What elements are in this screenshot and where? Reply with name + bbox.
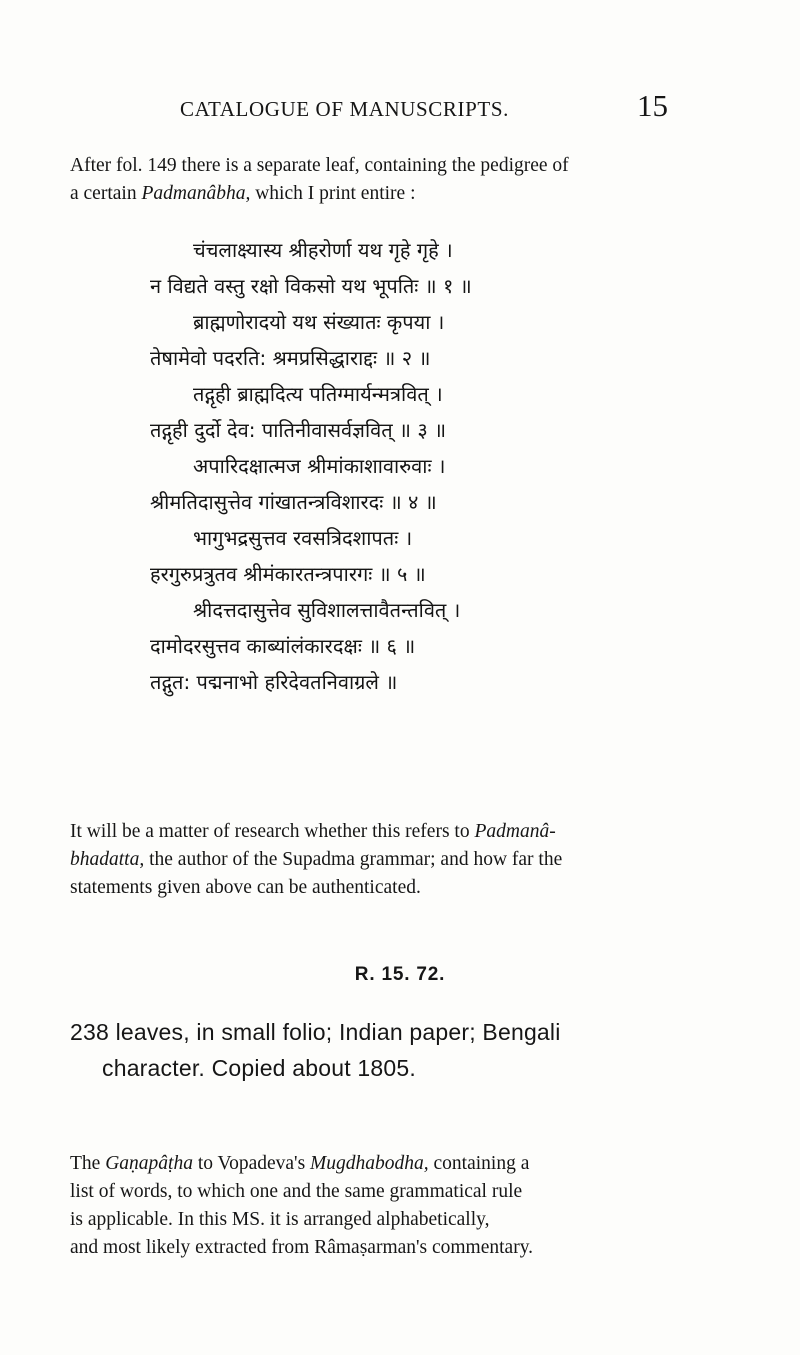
manuscript-body-paragraph bbox=[70, 1150, 684, 1262]
manuscript-description bbox=[70, 1014, 688, 1086]
commentary-line-3: statements given above can be authenticated. bbox=[70, 877, 421, 898]
work-title: Mugdhabodha, bbox=[310, 1153, 429, 1174]
verse-line-11: श्रीदत्तदासुत्तेव सुविशालत्तावैतन्तवित् । bbox=[193, 598, 461, 622]
commentary-line-1 bbox=[70, 818, 680, 846]
running-head-title: CATALOGUE OF MANUSCRIPTS. bbox=[180, 97, 509, 121]
body-line-1 bbox=[70, 1150, 684, 1178]
description-line-2: character. Copied about 1805. bbox=[102, 1055, 416, 1081]
intro-text: a certain bbox=[70, 183, 142, 204]
body-text: The bbox=[70, 1153, 106, 1174]
verse-line-7: अपारिदक्षात्मज श्रीमांकाशावारुवाः । bbox=[193, 454, 446, 478]
verse-line-12: दामोदरसुत्तव काब्यांलंकारदक्षः ॥ ६ ॥ bbox=[150, 634, 416, 658]
verse-line-13: तद्गुत: पद्मनाभो हरिदेवतनिवाग्रले ॥ bbox=[150, 670, 398, 694]
person-name: Padmanâ- bbox=[474, 821, 556, 842]
body-line-4: and most likely extracted from Râmaṣarman's commentary. bbox=[70, 1237, 534, 1258]
verse-line-2: न विद्यते वस्तु रक्षो विकसो यथ भूपतिः ॥ १ ॥ bbox=[150, 274, 472, 298]
verse-line-3: ब्राह्मणोरादयो यथ संख्यातः कृपया । bbox=[193, 310, 445, 334]
verse-line-8: श्रीमतिदासुत्तेव गांखातन्त्रविशारदः ॥ ४ ॥ bbox=[150, 490, 437, 514]
body-text: to Vopadeva's bbox=[192, 1153, 311, 1174]
body-line-2: list of words, to which one and the same grammatical rule bbox=[70, 1181, 523, 1202]
person-name: Padmanâbha, bbox=[141, 183, 251, 204]
verse-line-10: हरगुरुप्रत्रुतव श्रीमंकारतन्त्रपारगः ॥ ५ ॥ bbox=[150, 562, 426, 586]
commentary-text: It will be a matter of research whether this refers to bbox=[70, 821, 475, 842]
commentary-text: the author of the Supadma grammar; and how far the bbox=[144, 849, 563, 870]
verse-line-1: चंचलाक्ष्यास्य श्रीहरोर्णा यथ गृहे गृहे । bbox=[193, 238, 453, 262]
body-text: containing a bbox=[428, 1153, 530, 1174]
verse-line-6: तद्गृही दुर्दो देव: पातिनीवासर्वज्ञवित् ॥ ३ ॥ bbox=[150, 418, 447, 442]
commentary-line-2 bbox=[70, 846, 680, 874]
intro-paragraph bbox=[70, 152, 680, 208]
manuscript-heading: R. 15. 72. bbox=[354, 964, 446, 985]
intro-line-2 bbox=[70, 180, 680, 208]
intro-line-1: After fol. 149 there is a separate leaf, containing the pedigree of bbox=[70, 155, 569, 176]
description-line-1: 238 leaves, in small folio; Indian paper; Bengali bbox=[70, 1019, 561, 1045]
work-title: Gaṇapâṭha bbox=[105, 1153, 193, 1174]
commentary-paragraph bbox=[70, 818, 680, 902]
running-head bbox=[70, 88, 668, 124]
verse-line-4: तेषामेवो पदरति: श्रमप्रसिद्धाराद्दः ॥ २ ॥ bbox=[150, 346, 431, 370]
intro-text: which I print entire : bbox=[250, 183, 416, 204]
body-line-3: is applicable. In this MS. it is arranged alphabetically, bbox=[70, 1209, 490, 1230]
person-name: bhadatta, bbox=[70, 849, 145, 870]
verse-line-9: भागुभद्रसुत्तव रवसत्रिदशापतः । bbox=[193, 526, 413, 550]
verse-line-5: तद्गृही ब्राह्मदित्य पतिग्मार्यन्मत्रवित् । bbox=[193, 382, 443, 406]
page-number: 15 bbox=[637, 88, 668, 123]
